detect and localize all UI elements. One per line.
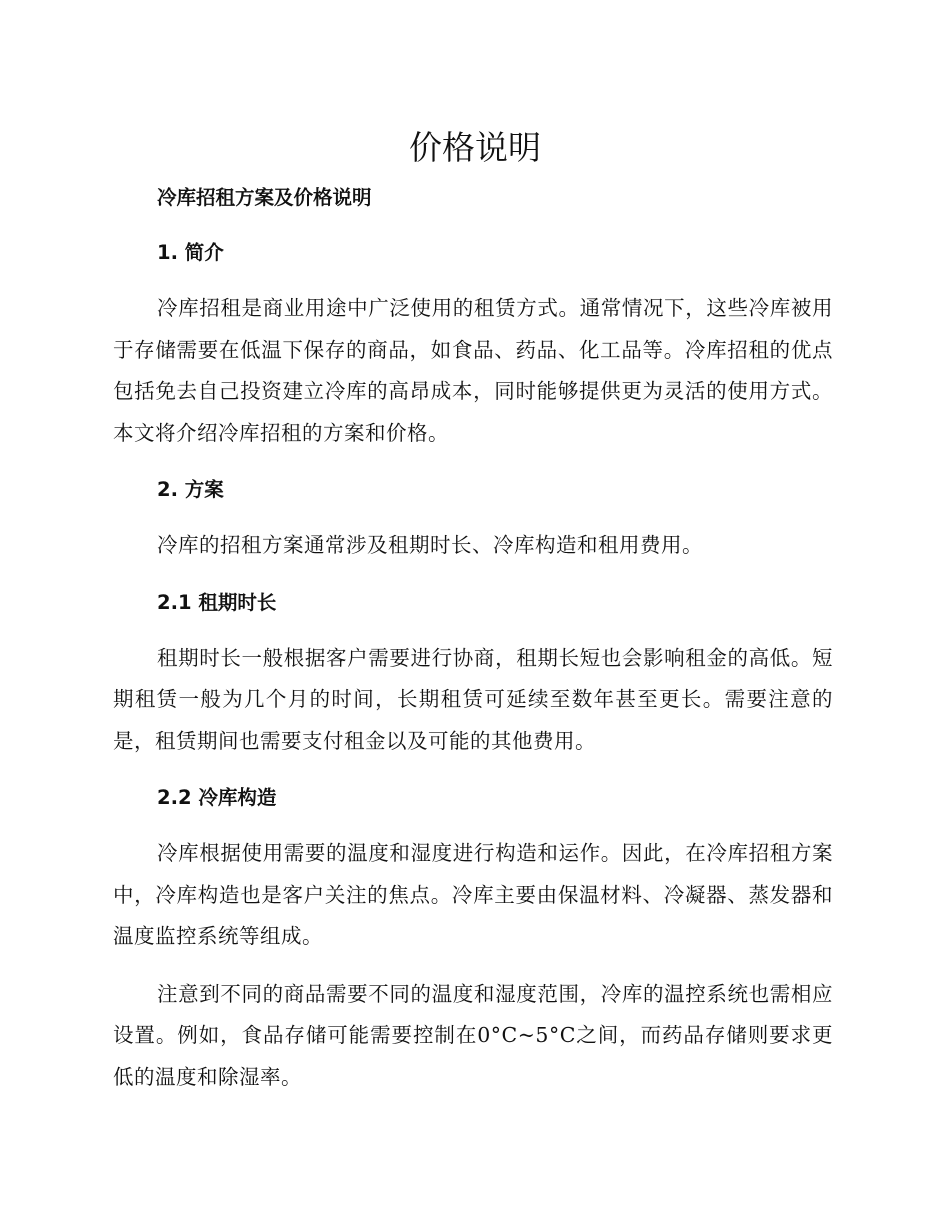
page-title: 价格说明 xyxy=(409,128,541,167)
section-heading-intro: 1. 简介 xyxy=(157,241,224,264)
document-body xyxy=(113,178,833,1098)
section-heading-lease-term: 2.1 租期时长 xyxy=(157,590,277,614)
paragraph-plan: 冷库的招租方案通常涉及租期时长、冷库构造和租用费用。 xyxy=(157,533,703,557)
document-subtitle: 冷库招租方案及价格说明 xyxy=(157,186,372,209)
section-heading-plan: 2. 方案 xyxy=(157,478,224,501)
paragraph-structure: 冷库根据使用需要的温度和湿度进行构造和运作。因此，在冷库招租方案中，冷库构造也是客户关注的焦点。冷库主要由保温材料、冷凝器、蒸发器和温度监控系统等组成。 xyxy=(113,841,833,948)
section-heading-structure: 2.2 冷库构造 xyxy=(157,786,277,809)
paragraph-temperature: 注意到不同的商品需要不同的温度和湿度范围，冷库的温控系统也需相应设置。例如，食品存储可能需要控制在0°C~5°C之间，而药品存储则要求更低的温度和除湿率。 xyxy=(113,981,833,1089)
paragraph-lease-term: 租期时长一般根据客户需要进行协商，租期长短也会影响租金的高低。短期租赁一般为几个月的时间，长期租赁可延续至数年甚至更长。需要注意的是，租赁期间也需要支付租金以及可能的其他费用。 xyxy=(113,645,833,753)
paragraph-intro: 冷库招租是商业用途中广泛使用的租赁方式。通常情况下，这些冷库被用于存储需要在低温下保存的商品，如食品、药品、化工品等。冷库招租的优点包括免去自己投资建立冷库的高昂成本，同时能够提供更为灵活的使用方式。本文将介绍冷库招租的方案和价格。 xyxy=(113,296,833,445)
